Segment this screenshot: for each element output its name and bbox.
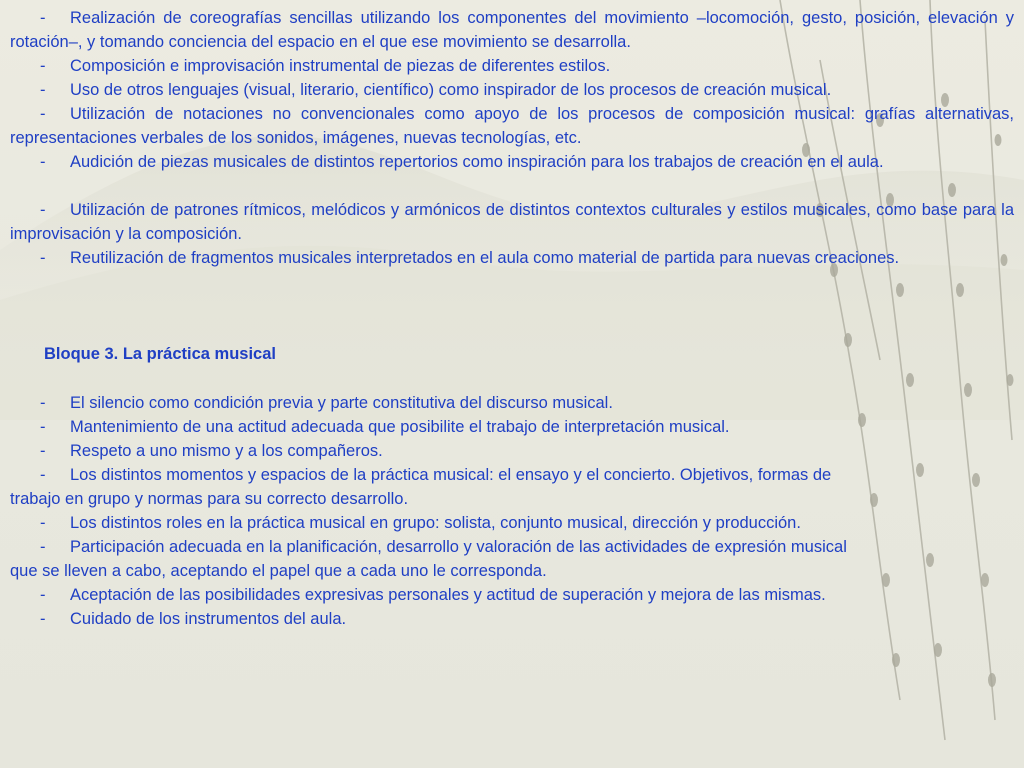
bullet-dash: - (40, 201, 46, 219)
list-item-text: Utilización de notaciones no convencionales como apoyo de los procesos de composición musical: grafías alternativas, representaciones verbales de los sonidos, imágenes, nuevas tecnologías, etc. (10, 105, 1014, 148)
list-item-text: Aceptación de las posibilidades expresivas personales y actitud de superación y mejora de las mismas. (70, 586, 826, 604)
list-item-text: Uso de otros lenguajes (visual, literario, científico) como inspirador de los procesos de creación musical. (70, 81, 832, 99)
list-item (10, 391, 1014, 415)
bullet-dash: - (40, 466, 46, 484)
list-item-line (10, 463, 1014, 487)
bullet-dash: - (40, 153, 46, 171)
list-item-text: Realización de coreografías sencillas utilizando los componentes del movimiento –locomoción, gesto, posición, elevación y rotación–, y tomando conciencia del espacio en el que ese movimiento se desarrolla. (10, 9, 1014, 52)
bullet-dash: - (40, 249, 46, 267)
list-item-text: Los distintos roles en la práctica musical en grupo: solista, conjunto musical, dirección y producción. (70, 514, 801, 532)
list-item (10, 607, 1014, 631)
list-item (10, 535, 1014, 583)
bullet-dash: - (40, 538, 46, 556)
list-item (10, 439, 1014, 463)
bullet-dash: - (40, 394, 46, 412)
list-item-text: Mantenimiento de una actitud adecuada que posibilite el trabajo de interpretación musical. (70, 418, 730, 436)
bullet-dash: - (40, 57, 46, 75)
list-item-line (10, 535, 1014, 559)
list-item-text: Los distintos momentos y espacios de la práctica musical: el ensayo y el concierto. Objetivos, formas de (70, 466, 832, 484)
list-item-line: trabajo en grupo y normas para su correcto desarrollo. (10, 490, 409, 509)
list-item-text: Cuidado de los instrumentos del aula. (70, 610, 347, 628)
list-item-text: Audición de piezas musicales de distintos repertorios como inspiración para los trabajos de creación en el aula. (70, 153, 884, 171)
bullet-dash: - (40, 9, 46, 27)
list-item-text: Utilización de patrones rítmicos, melódicos y armónicos de distintos contextos culturales y estilos musicales, como base para la improvisación y la composición. (10, 201, 1014, 244)
bullet-dash: - (40, 514, 46, 532)
list-item (10, 415, 1014, 439)
list-item (10, 511, 1014, 535)
list-item-text: Composición e improvisación instrumental de piezas de diferentes estilos. (70, 57, 611, 75)
bullet-dash: - (40, 105, 46, 123)
bullet-dash: - (40, 81, 46, 99)
list-item (10, 583, 1014, 607)
list-item (10, 150, 1014, 174)
list-item (10, 102, 1014, 150)
list-item (10, 78, 1014, 102)
list-item-text: Reutilización de fragmentos musicales interpretados en el aula como material de partida para nuevas creaciones. (70, 249, 900, 267)
list-item-line: que se lleven a cabo, aceptando el papel que a cada uno le corresponda. (10, 562, 547, 581)
bullet-dash: - (40, 418, 46, 436)
list-item (10, 198, 1014, 246)
list-item (10, 54, 1014, 78)
list-item-text: Participación adecuada en la planificación, desarrollo y valoración de las actividades de expresión musical (70, 538, 847, 556)
section-heading: Bloque 3. La práctica musical (44, 345, 276, 363)
list-item-text: Respeto a uno mismo y a los compañeros. (70, 442, 383, 460)
bullet-dash: - (40, 610, 46, 628)
bullet-dash: - (40, 586, 46, 604)
list-item (10, 6, 1014, 54)
list-item (10, 246, 1014, 270)
list-item (10, 463, 1014, 511)
bullet-dash: - (40, 442, 46, 460)
list-item-text: El silencio como condición previa y parte constitutiva del discurso musical. (70, 394, 613, 412)
